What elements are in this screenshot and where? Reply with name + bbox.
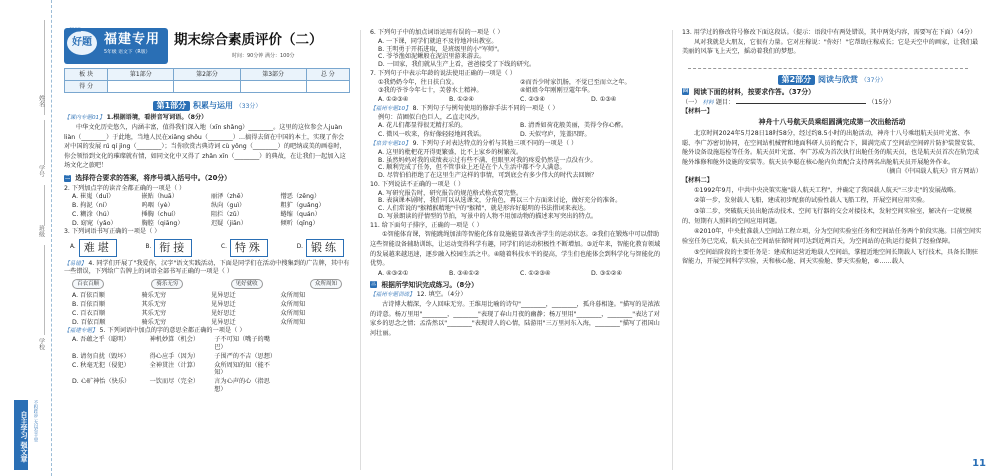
option-item: 呜咽（yè） (141, 202, 174, 210)
brand-sub: 5年级 语文下（R版） (104, 50, 151, 55)
q6-text: 6. 下列句子中的加点词语运用有误的一项是（ ） (370, 29, 504, 36)
score-cell: 总 分 (306, 69, 349, 81)
score-table-value-row (65, 81, 350, 93)
question-12 (370, 291, 662, 299)
option-item: 憎恶（zēng） (280, 193, 321, 201)
option[interactable]: A. 崔嵬（duǐ） (72, 193, 115, 201)
option[interactable]: B. 表演课本剧时，我们可以从选课文，分角色，再以三个方面来讨论，做好充分的准备。 (378, 197, 622, 205)
q7-item: ①我奶奶今年，往日扶白发。 (378, 78, 458, 86)
material-2-para: ②第一步，发射载人飞船，建成初步配套的试验性载人飞船工程，开展空间应用实验。 (694, 197, 929, 205)
q4-tag: 【易错】 (64, 260, 87, 267)
option[interactable]: C. ①②③④ (520, 269, 551, 277)
material-2-para: ④2010年，中央批准载人空间站工程立项，分为空间实验室任务和空间站任务两个阶段实施。目前空间实验室任务已完成，航天员在空间站驻留时间可达到近两百天，为空间站的在轨运行提供了经验保障。 (682, 228, 982, 245)
option-item: 言为心声的心（指思想） (214, 378, 270, 393)
option[interactable]: C. 顺利完成了任务，但不管事业上还是在个人生活中都不令人满意。 (378, 164, 566, 172)
q7-items (378, 87, 662, 95)
option[interactable]: A. ④③②① (378, 269, 409, 277)
binding-strip (0, 0, 52, 476)
score-input[interactable] (108, 81, 174, 93)
score-cell: 得 分 (65, 81, 108, 93)
q8-options (378, 131, 662, 139)
option-item: 其乐无穷 (141, 309, 167, 317)
option[interactable]: B. 请勿自扰（毁坏） (72, 352, 130, 360)
q8-text: 8. 下列句子与例句使用的修辞手法不同的一项是（ ） (412, 104, 559, 112)
news-title: 神舟十八号航天员乘组圆满完成第一次出舱活动 (758, 118, 906, 127)
option-item: 众所周知 (280, 309, 306, 317)
column-3 (682, 28, 982, 268)
q4-options (72, 292, 350, 326)
q3-option-c[interactable] (221, 239, 268, 257)
logo-tiny: 考试宝 (69, 27, 81, 32)
score-cell: 第2部分 (174, 69, 240, 81)
question-9 (370, 140, 662, 148)
option-item: 众所周知 (280, 301, 306, 309)
sub-q-label: 题目： (715, 99, 735, 107)
option-word: 衔接 (154, 239, 192, 257)
exam-header (64, 28, 350, 64)
q10-options (378, 190, 662, 221)
q5-options (72, 336, 350, 393)
option[interactable]: C. 人们常说的"猴精猴精地"中的"猴精"，就是形容好聪明的书法措词来表达。 (378, 205, 590, 213)
option-item: 倾听（qīng） (280, 219, 319, 227)
section-title: 阅读下面的材料，按要求作答。（37分） (693, 87, 815, 96)
option-label: B. (145, 244, 152, 251)
q4-signboards (72, 279, 342, 290)
q9-text: 9. 下列句子对表达特点的分析与其他三项不同的一项是（ ） (412, 139, 578, 147)
q8-options (378, 122, 662, 130)
question-5 (64, 327, 350, 335)
score-input[interactable] (240, 81, 306, 93)
q5-text: 5. 下列词语中加点的字的意思全都正确的一项是（ ） (99, 327, 246, 335)
option[interactable]: D. 百依百顺 (72, 318, 106, 326)
binding-label-class: 班级 (37, 225, 45, 237)
q6-options (378, 38, 662, 69)
option-item: 纵向（guì） (211, 202, 246, 210)
option[interactable]: D. 心旷神怡（快乐） (72, 378, 131, 386)
section-mark: 二 (64, 174, 70, 181)
option[interactable]: C. ②③④ (520, 96, 545, 103)
option[interactable]: A. 花儿们都显得很无精打采的。 (378, 122, 467, 130)
option-item: 阻拦（zǔ） (211, 210, 243, 218)
q1-tag: 【课内专题01】 (64, 115, 105, 121)
section-3 (370, 281, 662, 289)
binding-line (44, 245, 45, 335)
q11-passage: ①智能体育课，智能跳绳加油等智能化体育设施能显著改善学生的运动状态。②我们在锻炼中可以借助这些智能设备辅助训练，让运动变得科学有趣，同学们的运动积极性不断增加。③近年来，智能化教育领域的发展越来越迅速，逐步融入校园生活之中。④随着科技水平的提高，学生们也能体会到科学化与智能化的优势。 (370, 231, 661, 268)
section-title: 选择符合要求的答案，将序号填入括号中。（20分） (75, 174, 231, 183)
part1-tag: 第1部分 (153, 101, 191, 111)
material-2-para: ①1992年9月，中共中央决策实施"载人航天工程"，并确定了我国载人航天"三步走"的发展战略。 (694, 186, 960, 194)
column-2 (370, 28, 662, 340)
question-4 (64, 260, 350, 276)
option[interactable]: B. 王明勇于开拓进取，是班级里的小"军师"。 (378, 45, 504, 53)
option-item: 迟疑（jiān） (211, 219, 247, 227)
q10-text: 10. 下列说法不正确的一项是（ ） (370, 180, 465, 188)
option-item: 见异思迁 (211, 301, 236, 309)
option[interactable]: B. 百依百顺 (72, 301, 105, 309)
option[interactable]: C. 爷爷渔如泥鳅般在泥沼里游来游去。 (378, 53, 486, 61)
binding-slogan: 自主学习 强文章 (14, 400, 28, 470)
q1-text: 1.根据语境，看拼音写词语。（8分） (106, 114, 208, 121)
signboard: 百衣百顺 (72, 279, 104, 290)
q7-options (378, 96, 662, 104)
option-item: 捶胸（chuí） (141, 210, 180, 218)
option-item: 胸腔（qiāng） (141, 219, 184, 227)
q3-text: 3. 下列词语书写正确的一项是（ ） (64, 228, 161, 236)
q4-text: 4. 同学们开展了"我爱你，汉字"语文实践活动，下面是同学们在活动中搜集到的广告牌，其中有一些错误，下列给广告牌上的词语全部书写正确的一项是（ ） (64, 259, 350, 275)
option[interactable]: C. 百衣百顺 (72, 309, 106, 317)
score-cell: 第1部分 (108, 69, 174, 81)
score-cell: 第3部分 (240, 69, 306, 81)
option[interactable]: B. ①②④ (449, 96, 474, 103)
option[interactable]: C. 糊涂（hú） (72, 210, 113, 218)
option-item: 得心应手（因为） (149, 352, 200, 360)
signboard: 骑乐无穷 (151, 279, 183, 290)
q7-item: ④姐姐今年刚刚豆蔻年华。 (520, 87, 594, 95)
score-table (64, 68, 350, 93)
q9-tag: 【泉省专题10】 (370, 140, 411, 147)
option-item: 见异思迁 (211, 292, 236, 300)
option-item: 骑乐无穷 (141, 292, 167, 300)
section-title: 根据所学知识完成练习。（8分） (381, 280, 478, 289)
option-item: 众所周知的知（能不知） (214, 361, 270, 377)
part1-points: （33分） (235, 103, 262, 110)
sub-q-points: （15分） (868, 99, 895, 107)
material-2-para: ⑤空间站阶段的主要任务是：建成和运营近地载人空间站，掌握近地空间长期载人飞行技术，具备长期驻留能力，开展空间科学实验，天和核心舱、问天实验舱、梦天实验舱，⑥……载人 (682, 248, 978, 266)
q1-passage: 中华文化历史悠久，内涵丰富，值得我们深入地（xīn shǎng）________。这里的这位参会人juàn liàn（________）于此地，当地人民在xiāng shǒu（________）…搞得去留在中国的本土，实现了你会对中国的发展 rú qí jìng（________）；当你欣赏古典诗词 cù yōng（________）的吧纳或美的画卷时，你会领悟到文化的璀璨就有情，如同文化中又得了 zhǎn xīn（________）的典故，在让我们一起加入这场文化之旅吧！ (64, 123, 346, 170)
q7-text: 7. 下列句子中表示年龄的说法使用正确的一项是（ ） (370, 69, 516, 77)
option-item: 见好思迁 (211, 309, 236, 317)
binding-slogan-sub: 不积跬步 无以至千里 (33, 400, 38, 442)
column-1 (64, 98, 350, 394)
sub-q-number: （一） (682, 99, 701, 107)
part2-title: 阅读与欣赏 (817, 74, 858, 84)
q7-item: ③我的爷爷今年七十，芙蓉水土精神。 (378, 87, 483, 95)
score-input[interactable] (174, 81, 240, 93)
signboard: 众所周知 (310, 279, 342, 290)
option[interactable]: D. ③①②④ (591, 269, 622, 277)
option-item: 众所周知 (280, 292, 306, 300)
option-item: 全神贯注（计算） (149, 361, 200, 369)
score-table-header-row (65, 69, 350, 81)
option-label: C. (221, 244, 227, 251)
score-cell: 板 块 (65, 69, 108, 81)
option[interactable]: A. ①②③④ (378, 96, 409, 103)
option[interactable]: B. 清香如荷花般美丽，美得令你心醉。 (520, 122, 628, 130)
option-item: 众所周知 (280, 318, 306, 326)
q8-example: 例句：苗圃似白色巨人，乙直走风沙。 (378, 113, 484, 121)
section-choose (64, 174, 350, 182)
option-item: 子围严的不吉（思想） (214, 352, 277, 360)
q8-tag: 【福州专题10】 (370, 105, 411, 112)
option[interactable]: A. 百依百顺 (72, 292, 105, 300)
option[interactable]: D. 写景朗读的抒情型的节拍，写景中的人物不用加动物的描述来写突出的特点。 (378, 212, 598, 220)
option-word: 特殊 (230, 239, 268, 257)
news-paragraph: 北京时间2024年5月28日18时58分，经过约8.5小时的出舱活动，神舟十八号乘组航天员叶光富、李聪、李广苏密切协同，在空间站机械臂和地面科研人员的配合下，圆满完成了空间站空间碎片防护装置安装、舱外设备设施巡检等任务。航天员叶光富、李广苏成为首次执行出舱任务的航天员，也是航天员首次在轨完成舱外维修和舱外设施的安装等。航天员李聪在核心舱内负责配合支持两名出舱航天员开展舱外作业。 (682, 129, 979, 166)
option[interactable]: D. ①③④ (591, 96, 617, 103)
q7-items (378, 79, 662, 87)
material-2-para: ③第二步，突破航天员出舱活动技术、空间飞行器的交会对接技术，发射空间实验室，解决有一定规模的、短期有人照料的空间应用问题。 (682, 208, 972, 225)
option[interactable]: A. 吾蕴之乎（聪明） (72, 336, 130, 344)
option[interactable]: C. 微风一吹来，你好像轻轻地问我话。 (378, 131, 486, 139)
section-mark: 三 (370, 281, 376, 288)
brand-name: 福建专用 (104, 32, 161, 47)
option-word: 锻练 (306, 239, 344, 257)
option-item: 子不可知（嘴子的嘴巴） (214, 336, 270, 352)
option[interactable]: A. 这里的枇杷花开得更繁盛，比不上家乡的树繁茂。 (378, 148, 523, 156)
part2-heading (682, 75, 982, 85)
exam-title: 期末综合素质评价（二） (174, 32, 323, 48)
q3-option-a[interactable] (70, 239, 117, 257)
part2-tag: 第2部分 (778, 75, 816, 85)
option-item: 蜷缩（quán） (280, 210, 321, 218)
title-answer-line[interactable] (736, 98, 866, 104)
q12-passage: 古诗博大精深，令人回味无穷。王维用比喻的诗句"________，________，孤舟暮相逢。"描写的是浓浓的诗意。杨万里用"________，________"表现了春山月夜的幽静；杨万里用"________，________"表达了对家乡的思念之情；孟浩然以"________"表现诗人的心情，陆游用"三万里河东入海，________"描写了祖国山河壮丽。 (370, 301, 660, 337)
option[interactable]: C. 秋毫无犯（侵犯） (72, 361, 130, 369)
binding-line (44, 120, 45, 165)
sub-question-1 (682, 98, 982, 107)
option[interactable]: D. 天似穹庐，笼盖四野。 (520, 131, 591, 139)
q3-options (70, 239, 344, 257)
score-input[interactable] (306, 81, 349, 93)
brand-block (64, 28, 168, 64)
q3-option-b[interactable] (145, 239, 192, 257)
q13-text: 13. 用学过的修改符号修改下面这段话。（提示：语段中有两处错误，其中两处内容，需要写在下面）（4分） (682, 29, 977, 36)
option-item: 粗犷（guǎng） (280, 202, 325, 210)
option-label: D. (296, 244, 303, 251)
logo-text: 好题 (72, 37, 92, 48)
column-divider (672, 30, 673, 470)
q11-options (378, 270, 662, 278)
option-item: 丽泽（zhē） (211, 193, 247, 201)
option-item: 神机妙算（机会） (149, 336, 200, 344)
q5-tag: 【福建专题】 (64, 328, 98, 335)
part1-title: 积累与运用 (192, 101, 233, 110)
option[interactable]: A. 一下课，同学们就迫不及待地冲出教室。 (378, 37, 498, 45)
part2-points: （37分） (860, 76, 887, 84)
q3-option-d[interactable] (297, 239, 344, 257)
q13-answer-line[interactable] (688, 59, 968, 69)
q13-passage: 风对我就是大朋友，它很有力量。它对庄稼说："你好！"它帮助庄稼成长；它是天空中的画家，让我们最美丽的风筝飞上天空，摇动着我们的梦想。 (682, 38, 979, 56)
option-label: A. (70, 244, 76, 251)
option[interactable]: B. 虽然妈妈对我的成绩表示过有些不满，但眼里对我的疼爱仍然是一点没有少。 (378, 156, 597, 164)
binding-line (44, 185, 45, 225)
option[interactable]: B. ③④①② (449, 269, 480, 277)
option-item: 见异思迁 (211, 318, 236, 326)
binding-label-name: 姓名 (37, 95, 45, 107)
option-item: 嵌贴（huā） (141, 193, 178, 201)
option-item: 骑乐无穷 (141, 318, 167, 326)
material-1-label: 【材料一】 (682, 108, 713, 116)
option[interactable]: D. 窈窕（yǎo） (72, 219, 117, 227)
material-2-label: 【材料二】 (682, 177, 713, 185)
binding-label-id: 学号 (37, 165, 45, 177)
section-mark: 四 (682, 88, 688, 95)
option[interactable]: D. 尽管伯伯拒绝了在这里生产这样的事情，可到底会有多少伟大的时代去回顾？ (378, 172, 598, 180)
q7-item: ②而吾少时家饥肠，不觉已至而立之年。 (520, 78, 631, 86)
part1-heading (64, 101, 350, 111)
news-source: （摘自《中国载人航天》官方网站） (883, 168, 982, 176)
sub-q-tag: 材料 (702, 100, 714, 107)
option[interactable]: A. 写研究报告时，研究报告的规范格式格式要完整。 (378, 189, 523, 197)
option-item: 一饮而尽（完全） (149, 378, 200, 386)
binding-label-school: 学校 (37, 338, 45, 350)
option-word: 难堪 (79, 239, 117, 257)
q9-options (378, 149, 662, 180)
q12-tag: 【福州专题训练】 (370, 292, 415, 299)
section-4 (682, 88, 982, 96)
logo-icon (67, 27, 97, 55)
option-item: 其乐无穷 (141, 301, 167, 309)
page-number: 11 (972, 457, 986, 469)
option[interactable]: B. 拘泥（ní） (72, 202, 111, 210)
column-divider (360, 30, 361, 470)
question-8 (370, 105, 662, 113)
q11-text: 11. 给下面句子排序，正确的一项是（ ） (370, 221, 483, 229)
q2-text: 2. 下列加点字的读音全都正确的一项是（ ） (64, 184, 186, 192)
signboard: 见好就收 (231, 279, 263, 290)
option[interactable]: D. 一回家，我们就从生产上看，爸爸接受了下线的研究。 (378, 61, 536, 68)
q2-options (72, 193, 350, 227)
question-1 (64, 114, 350, 122)
exam-info: 时间：90分钟 满分：100分 (232, 53, 295, 59)
q12-text: 12. 填空。（4分） (416, 291, 467, 299)
